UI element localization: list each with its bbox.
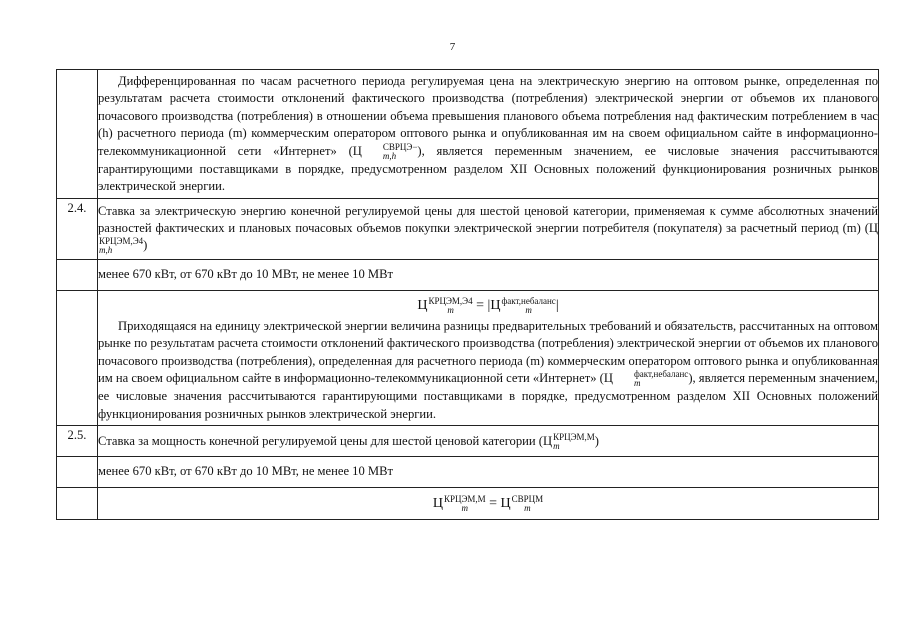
symbol-super-sub: КРЦЭМ,Э4 m,h [99, 236, 144, 256]
rate-2-4-title-cell [98, 198, 879, 260]
intro-paragraph: Дифференцированная по часам расчетного периода регулируемая цена на электрическую энергию на оптовом рынке, определенная по результатам расчета стоимости отклонений фактического производства (потребления) электрической энергии от объемов их планового почасового производства (потребления) в отношении объема превышения планового объема потребления над фактическим потреблением в час (h) расчетного периода (m) коммерческим оператором оптового рынка и опубликованная им на своем официальном сайте в информационно-телекоммуникационной сети «Интернет» (Ц СВРЦЭ− m,h ), является переменным значением, ее числовые значения рассчитываются гарантирующими поставщиками в порядке, предусмотренном разделом XII Основных положений функционирования розничных рынков электрической энергии. [98, 74, 878, 194]
table-row [57, 290, 879, 425]
table-row [57, 457, 879, 487]
row-number-cell: 2.5. [57, 426, 98, 457]
tariff-table [56, 69, 879, 520]
formula-2-5: Ц КРЦЭМ,М m = Ц СВРЦМ m [432, 493, 544, 513]
page-number: 7 [449, 41, 456, 53]
row-number-cell: 2.4. [57, 198, 98, 260]
table-row [57, 70, 879, 199]
table-row [57, 487, 879, 519]
formula-2-4: Ц КРЦЭМ,Э4 m = |Ц факт,небаланс m | [417, 295, 559, 315]
row-number-cell [57, 487, 98, 519]
table-row [57, 198, 879, 260]
rate-2-4-title: Ставка за электрическую энергию конечной регулируемой цены для шестой ценовой категории, применяемая к сумме абсолютных значений разностей фактических и плановых почасовых объемов покупки электрической энергии потребителя (покупателя) за расчетный период (m) (Ц КРЦЭМ,Э4 m,h ) [98, 203, 878, 256]
rate-2-5-formula-cell [98, 487, 879, 519]
rate-2-4-formula-cell [98, 290, 879, 425]
power-range-header: менее 670 кВт, от 670 кВт до 10 МВт, не менее 10 МВт [98, 457, 879, 487]
row-number-cell [57, 70, 98, 199]
rate-2-5-title-cell: Ставка за мощность конечной регулируемой цены для шестой ценовой категории (Ц КРЦЭМ,М m ) [98, 426, 879, 457]
intro-cell [98, 70, 879, 199]
row-number-cell [57, 290, 98, 425]
power-range-header: менее 670 кВт, от 670 кВт до 10 МВт, не менее 10 МВт [98, 260, 879, 290]
row-number-cell [57, 457, 98, 487]
formula-2-4-description: Приходящаяся на единицу электрической энергии величина разницы предварительных требований и обязательств, рассчитанных на оптовом рынке по результатам расчета стоимости отклонений фактического производства (потребления) электрической энергии от объемов их планового почасового производства (потребления), определенная для расчетного периода (m) коммерческим оператором оптового рынка и опубликованная им на своем официальном сайте в информационно-телекоммуникационной сети «Интернет» (Ц факт,небаланс m ), является переменным значением, ее числовые значения рассчитываются гарантирующими поставщиками в порядке, предусмотренном разделом XII Основных положений функционирования розничных рынков электрической энергии. [98, 318, 878, 421]
symbol-super-sub: КРЦЭМ,М m [553, 432, 595, 452]
symbol-super-sub: СВРЦЭ− m,h [382, 141, 418, 161]
row-number-cell [57, 260, 98, 290]
table-row [57, 426, 879, 457]
table-row [57, 260, 879, 290]
